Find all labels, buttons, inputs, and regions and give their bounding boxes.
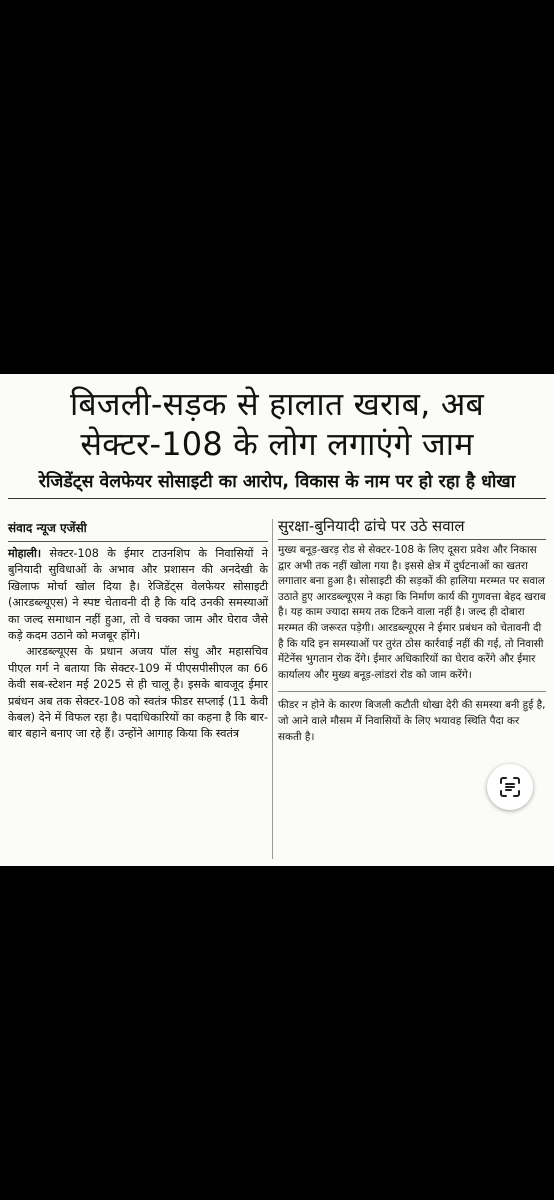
right-column [278,515,546,745]
paragraph-2: आरडब्ल्यूएस के प्रधान अजय पॉल संधु और महासचिव पीएल गर्ग ने बताया कि सेक्टर-109 में पीएसपीसीएल का 66 केवी सब-स्टेशन मई 2025 से ही चालू है। इसके बावजूद ईमार प्रबंधन अब तक सेक्टर-108 को स्वतंत्र फीडर सप्लाई (11 केवी केबल) देने में विफल रहा है। पदाधिकारियों का कहना है कि बार-बार बहाने बनाए जा रहे हैं। उन्होंने आगाह किया कि स्वतंत्र [8,645,268,741]
subheadline: रेजिडेंट्स वेलफेयर सोसाइटी का आरोप, विकास के नाम पर हो रहा है धोखा [38,472,516,492]
paragraph-1 [8,546,268,644]
newspaper-clipping [0,374,554,866]
headline-line-1: बिजली-सड़क से हालात खराब, अब [70,385,484,423]
right-paragraph-1: मुख्य बनूड़-खरड़ रोड से सेक्टर-108 के लिए दूसरा प्रवेश और निकास द्वार अभी तक नहीं खोला गया है। इससे क्षेत्र में दुर्घटनाओं का खतरा लगातार बना हुआ है। सोसाइटी की सड़कों की हालिया मरम्मत पर सवाल उठाते हुए आरडब्ल्यूएस ने कहा कि निर्माण कार्य की गुणवत्ता बेहद खराब है। यह काम ज्यादा समय तक टिकने वाला नहीं है। जल्द ही दोबारा मरम्मत की जरूरत पड़ेगी। आरडब्ल्यूएस ने ईमार प्रबंधन को चेतावनी दी है कि यदि इन समस्याओं पर तुरंत ठोस कार्रवाई नहीं की गई, तो निवासी मेंटेनेंस भुगतान रोक देंगे। ईमार अधिकारियों का घेराव करेंगे और ईमार कार्यालय और मुख्य बनूड़-लांडरां रोड को जाम करेंगे। [278,544,546,681]
paragraph-1-text: सेक्टर-108 के ईमार टाउनशिप के निवासियों ने बुनियादी सुविधाओं के अभाव और प्रशासन की अनदेखी के खिलाफ मोर्चा खोल दिया है। रेजिडेंट्स वेलफेयर सोसाइटी (आरडब्ल्यूएस) ने स्पष्ट चेतावनी दी है कि यदि उनकी समस्याओं का जल्द समाधान नहीं हुआ, तो वे चक्का जाम और घेराव जैसे कड़े कदम उठाने को मजबूर होंगे। [8,547,268,643]
lens-scan-button[interactable] [487,764,533,810]
top-rule [8,498,546,499]
right-subheading: सुरक्षा-बुनियादी ढांचे पर उठे सवाल [278,515,546,540]
right-paragraph-2: फीडर न होने के कारण बिजली कटौती धोखा देरी की समस्या बनी हुई है, जो आने वाले मौसम में निवासियों के लिए भयावह स्थिति पैदा कर सकती है। [278,699,546,743]
column-divider [272,519,273,859]
headline-line-2: सेक्टर-108 के लोग लगाएंगे जाम [80,425,474,463]
dateline: मोहाली। [8,547,42,560]
byline: संवाद न्यूज एजेंसी [8,517,268,542]
article-columns [0,515,554,866]
left-column [8,515,268,743]
right-rule [278,691,546,692]
lens-scan-icon [498,775,522,799]
